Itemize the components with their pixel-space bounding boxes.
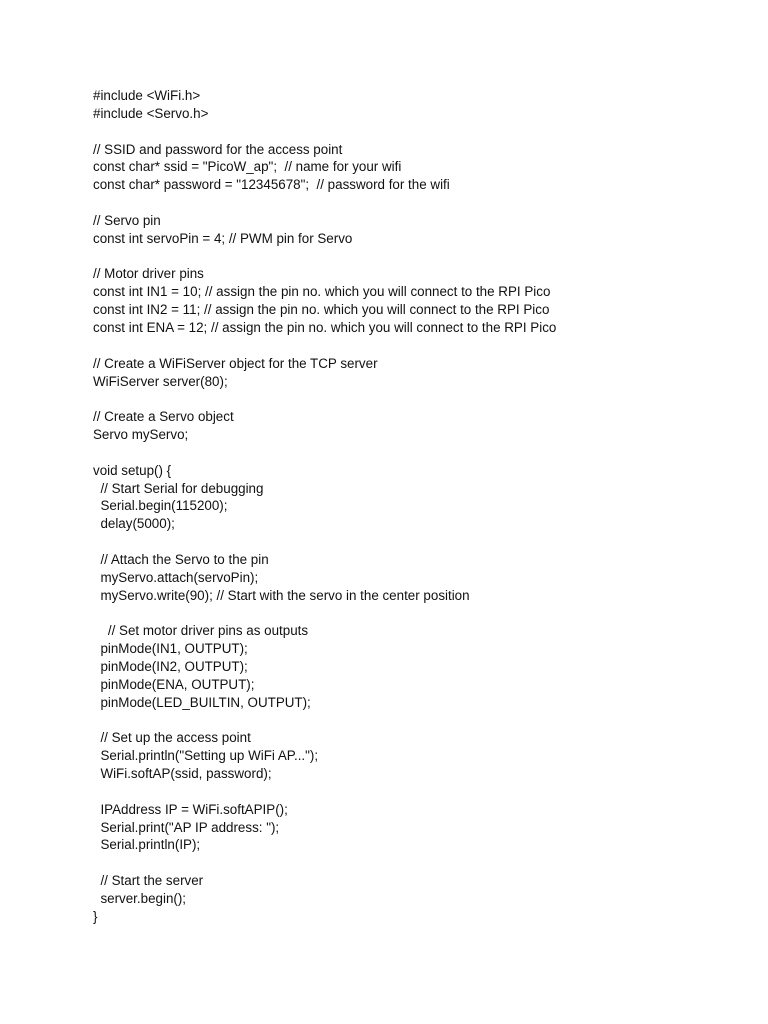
code-line: const int ENA = 12; // assign the pin no. which you will connect to the RPI Pico [93,319,557,335]
code-line [93,248,556,266]
code-line: const int IN2 = 11; // assign the pin no. which you will connect to the RPI Pico [93,302,550,318]
code-line [93,337,556,355]
code-line: const int IN1 = 10; // assign the pin no. which you will connect to the RPI Pico [93,284,551,300]
code-line [93,390,556,408]
code-line: const char* ssid = "PicoW_ap"; // name for your wifi [93,159,402,175]
code-line: #include <Servo.h> [93,105,209,121]
code-line: pinMode(LED_BUILTIN, OUTPUT); [93,694,311,710]
code-line [93,194,556,212]
code-listing [93,87,556,926]
code-line: Serial.println("Setting up WiFi AP..."); [93,748,319,764]
code-line [93,783,556,801]
code-line: // Create a WiFiServer object for the TCP server [93,355,378,371]
code-line: // Motor driver pins [93,266,204,282]
code-line: pinMode(ENA, OUTPUT); [93,676,255,692]
code-line: pinMode(IN1, OUTPUT); [93,641,248,657]
code-line: const int servoPin = 4; // PWM pin for Servo [93,230,353,246]
code-line [93,123,556,141]
code-line: #include <WiFi.h> [93,88,201,103]
code-line [93,533,556,551]
code-line [93,712,556,730]
code-line: // Start the server [93,873,204,889]
code-line: Serial.print("AP IP address: "); [93,819,280,835]
code-line: // Servo pin [93,212,161,228]
code-line: delay(5000); [93,516,175,532]
code-line: // Create a Servo object [93,409,234,425]
code-line: Serial.begin(115200); [93,498,228,514]
code-line: const char* password = "12345678"; // password for the wifi [93,177,450,193]
code-line: WiFi.softAP(ssid, password); [93,766,272,782]
code-line: Serial.println(IP); [93,837,201,853]
code-line: server.begin(); [93,890,187,906]
code-line: // Attach the Servo to the pin [93,551,269,567]
code-line: IPAddress IP = WiFi.softAPIP(); [93,801,288,817]
code-line [93,604,556,622]
code-line: myServo.attach(servoPin); [93,569,259,585]
code-line [93,444,556,462]
code-line [93,854,556,872]
code-line: WiFiServer server(80); [93,373,228,389]
code-line: pinMode(IN2, OUTPUT); [93,659,248,674]
code-line: // SSID and password for the access point [93,141,343,157]
code-line: } [93,908,98,924]
code-line: // Set up the access point [93,730,251,746]
code-line: Servo myServo; [93,427,189,443]
code-line: void setup() { [93,462,172,478]
code-line: myServo.write(90); // Start with the servo in the center position [93,587,470,603]
code-line: // Start Serial for debugging [93,480,264,496]
code-line: // Set motor driver pins as outputs [93,623,309,639]
